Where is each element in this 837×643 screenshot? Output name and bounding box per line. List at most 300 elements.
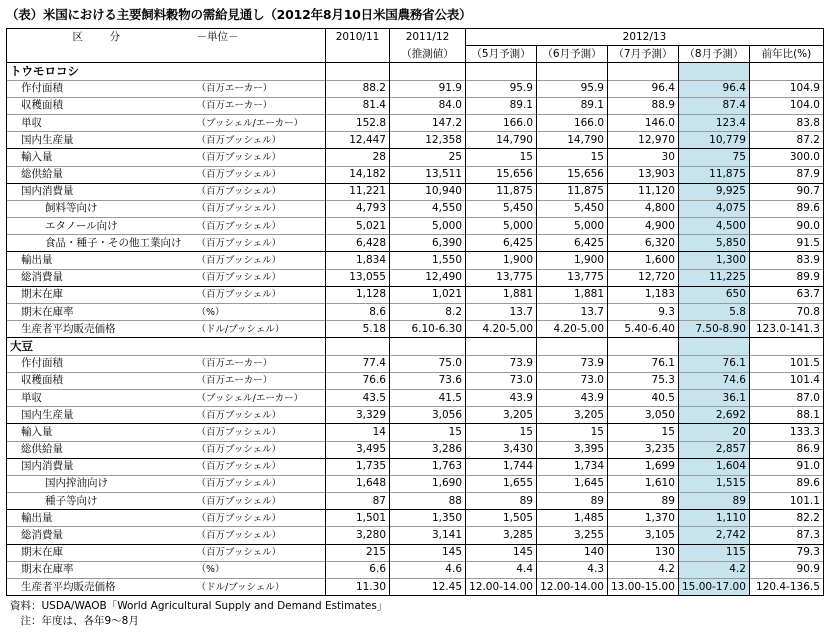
table-row xyxy=(7,527,824,544)
row-value: 76.1 xyxy=(678,355,749,372)
row-value: 11,120 xyxy=(608,183,679,200)
row-value: 3,430 xyxy=(466,441,537,458)
row-label: 輸出量 xyxy=(7,510,194,527)
row-value: 79.3 xyxy=(749,544,823,561)
row-unit: （百万ブッシェル） xyxy=(194,475,326,492)
table-row xyxy=(7,80,824,97)
row-value: 73.9 xyxy=(466,355,537,372)
row-value: 5,450 xyxy=(466,200,537,217)
row-value: 140 xyxy=(537,544,608,561)
row-value: 89.6 xyxy=(749,475,823,492)
row-value: 30 xyxy=(608,149,679,166)
row-label: 単収 xyxy=(7,389,194,406)
row-value: 3,285 xyxy=(466,527,537,544)
row-value: 5,000 xyxy=(390,218,466,235)
row-value: 1,734 xyxy=(537,458,608,475)
section-title: 大豆 xyxy=(7,338,194,355)
row-value: 91.9 xyxy=(390,80,466,97)
row-value: 4.6 xyxy=(390,561,466,578)
row-label: 総消費量 xyxy=(7,269,194,286)
row-value: 2,692 xyxy=(678,407,749,424)
table-row xyxy=(7,252,824,269)
row-value: 86.9 xyxy=(749,441,823,458)
row-value: 87.4 xyxy=(678,97,749,114)
row-value: 95.9 xyxy=(537,80,608,97)
row-value: 11,221 xyxy=(326,183,390,200)
row-label: 期末在庫率 xyxy=(7,304,194,321)
row-value: 89 xyxy=(466,493,537,510)
table-row xyxy=(7,269,824,286)
row-value: 4,800 xyxy=(608,200,679,217)
row-value: 3,141 xyxy=(390,527,466,544)
row-value: 14,790 xyxy=(466,132,537,149)
row-label: 生産者平均販売価格 xyxy=(7,321,194,338)
section-title: トウモロコシ xyxy=(7,63,194,80)
row-value: 5.40-6.40 xyxy=(608,321,679,338)
row-value: 104.9 xyxy=(749,80,823,97)
row-label: 期末在庫 xyxy=(7,544,194,561)
row-value: 82.2 xyxy=(749,510,823,527)
row-value: 2,742 xyxy=(678,527,749,544)
header-jul: （7月予測） xyxy=(608,46,679,63)
row-unit: （百万ブッシェル） xyxy=(194,407,326,424)
row-value: 3,205 xyxy=(466,407,537,424)
row-value: 4.3 xyxy=(537,561,608,578)
row-value: 88 xyxy=(390,493,466,510)
row-value: 104.0 xyxy=(749,97,823,114)
row-value: 10,779 xyxy=(678,132,749,149)
table-row xyxy=(7,235,824,252)
header-jun: （6月予測） xyxy=(537,46,608,63)
row-value: 74.6 xyxy=(678,372,749,389)
row-value: 300.0 xyxy=(749,149,823,166)
table-row xyxy=(7,97,824,114)
row-label: 国内消費量 xyxy=(7,183,194,200)
row-value: 83.8 xyxy=(749,114,823,131)
row-value: 6,425 xyxy=(537,235,608,252)
row-value: 6,428 xyxy=(326,235,390,252)
table-row xyxy=(7,304,824,321)
row-value: 146.0 xyxy=(608,114,679,131)
row-value: 11,875 xyxy=(678,166,749,183)
row-value: 13,511 xyxy=(390,166,466,183)
row-unit: （百万ブッシェル） xyxy=(194,510,326,527)
row-value: 89.1 xyxy=(537,97,608,114)
row-unit: （%） xyxy=(194,304,326,321)
row-value: 1,735 xyxy=(326,458,390,475)
row-label: 国内消費量 xyxy=(7,458,194,475)
row-value: 75.0 xyxy=(390,355,466,372)
row-value: 88.9 xyxy=(608,97,679,114)
row-value: 145 xyxy=(390,544,466,561)
row-value: 3,050 xyxy=(608,407,679,424)
row-value: 3,235 xyxy=(608,441,679,458)
row-label: 総供給量 xyxy=(7,166,194,183)
row-value: 15 xyxy=(537,424,608,441)
row-value: 4,075 xyxy=(678,200,749,217)
row-value: 76.1 xyxy=(608,355,679,372)
row-value: 1,021 xyxy=(390,286,466,303)
row-label: 期末在庫率 xyxy=(7,561,194,578)
row-value: 90.9 xyxy=(749,561,823,578)
row-value: 89 xyxy=(537,493,608,510)
header-2010: 2010/11 xyxy=(326,29,390,46)
row-unit: （百万ブッシェル） xyxy=(194,544,326,561)
row-value: 89 xyxy=(678,493,749,510)
section-row xyxy=(7,63,824,80)
table-row xyxy=(7,544,824,561)
header-may: （5月予測） xyxy=(466,46,537,63)
row-value: 87.2 xyxy=(749,132,823,149)
row-value: 3,280 xyxy=(326,527,390,544)
row-unit: （百万ブッシェル） xyxy=(194,424,326,441)
table-row xyxy=(7,114,824,131)
row-value: 166.0 xyxy=(537,114,608,131)
row-value: 8.2 xyxy=(390,304,466,321)
table-row xyxy=(7,424,824,441)
row-unit: （百万ブッシェル） xyxy=(194,200,326,217)
row-value: 120.4-136.5 xyxy=(749,579,823,596)
table-row xyxy=(7,372,824,389)
row-value: 9.3 xyxy=(608,304,679,321)
row-value: 1,763 xyxy=(390,458,466,475)
header-kubun: 区 分 xyxy=(7,29,194,46)
row-value: 14,790 xyxy=(537,132,608,149)
row-label: 輸入量 xyxy=(7,424,194,441)
row-value: 12,358 xyxy=(390,132,466,149)
row-value: 1,699 xyxy=(608,458,679,475)
row-unit: （%） xyxy=(194,561,326,578)
row-value: 12,447 xyxy=(326,132,390,149)
row-value: 12,490 xyxy=(390,269,466,286)
row-value: 89.6 xyxy=(749,200,823,217)
row-label: エタノール向け xyxy=(7,218,194,235)
table-row xyxy=(7,510,824,527)
row-value: 13,775 xyxy=(537,269,608,286)
row-label: 収穫面積 xyxy=(7,97,194,114)
row-unit: （百万ブッシェル） xyxy=(194,527,326,544)
row-value: 13,903 xyxy=(608,166,679,183)
row-unit: （百万ブッシェル） xyxy=(194,252,326,269)
row-value: 5,450 xyxy=(537,200,608,217)
row-value: 6,425 xyxy=(466,235,537,252)
row-value: 3,056 xyxy=(390,407,466,424)
table-row xyxy=(7,321,824,338)
row-value: 3,105 xyxy=(608,527,679,544)
row-value: 73.0 xyxy=(537,372,608,389)
supply-demand-table xyxy=(6,28,824,596)
row-value: 15 xyxy=(390,424,466,441)
row-value: 1,900 xyxy=(466,252,537,269)
row-value: 3,329 xyxy=(326,407,390,424)
row-unit: （ドル/ブッシェル） xyxy=(194,579,326,596)
row-label: 国内搾油向け xyxy=(7,475,194,492)
fiscal-year-note: 注：年度は、各年9～8月 xyxy=(10,615,139,627)
row-value: 1,648 xyxy=(326,475,390,492)
row-value: 4,550 xyxy=(390,200,466,217)
row-value: 75 xyxy=(678,149,749,166)
row-value: 1,645 xyxy=(537,475,608,492)
row-value: 88.1 xyxy=(749,407,823,424)
row-value: 87.0 xyxy=(749,389,823,406)
row-unit: （百万エーカー） xyxy=(194,97,326,114)
source-note: 資料：USDA/WAOB「World Agricultural Supply and Demand Estimates」 xyxy=(10,600,388,612)
row-value: 650 xyxy=(678,286,749,303)
row-value: 2,857 xyxy=(678,441,749,458)
row-value: 1,300 xyxy=(678,252,749,269)
row-value: 14,182 xyxy=(326,166,390,183)
row-value: 6,320 xyxy=(608,235,679,252)
table-row xyxy=(7,200,824,217)
header-row-2 xyxy=(7,46,824,63)
row-value: 7.50-8.90 xyxy=(678,321,749,338)
row-label: 飼料等向け xyxy=(7,200,194,217)
table-row xyxy=(7,458,824,475)
row-value: 87 xyxy=(326,493,390,510)
row-value: 3,255 xyxy=(537,527,608,544)
row-value: 87.3 xyxy=(749,527,823,544)
row-value: 3,495 xyxy=(326,441,390,458)
row-value: 77.4 xyxy=(326,355,390,372)
row-value: 43.9 xyxy=(537,389,608,406)
row-value: 15.00-17.00 xyxy=(678,579,749,596)
row-value: 101.4 xyxy=(749,372,823,389)
row-value: 4.2 xyxy=(678,561,749,578)
row-value: 13,775 xyxy=(466,269,537,286)
row-label: 国内生産量 xyxy=(7,132,194,149)
row-value: 4,500 xyxy=(678,218,749,235)
row-unit: （百万ブッシェル） xyxy=(194,269,326,286)
row-value: 1,610 xyxy=(608,475,679,492)
row-unit: （百万エーカー） xyxy=(194,355,326,372)
row-value: 6.6 xyxy=(326,561,390,578)
row-label: 輸出量 xyxy=(7,252,194,269)
row-value: 12.00-14.00 xyxy=(466,579,537,596)
row-value: 89.9 xyxy=(749,269,823,286)
row-value: 96.4 xyxy=(678,80,749,97)
row-value: 1,744 xyxy=(466,458,537,475)
row-value: 145 xyxy=(466,544,537,561)
row-unit: （百万ブッシェル） xyxy=(194,458,326,475)
row-value: 4,793 xyxy=(326,200,390,217)
row-value: 101.5 xyxy=(749,355,823,372)
row-value: 88.2 xyxy=(326,80,390,97)
header-2011: 2011/12 xyxy=(390,29,466,46)
row-value: 90.7 xyxy=(749,183,823,200)
row-value: 81.4 xyxy=(326,97,390,114)
row-unit: （百万ブッシェル） xyxy=(194,166,326,183)
header-yoy: 前年比(%) xyxy=(749,46,823,63)
row-value: 84.0 xyxy=(390,97,466,114)
row-value: 1,370 xyxy=(608,510,679,527)
row-value: 40.5 xyxy=(608,389,679,406)
row-value: 73.9 xyxy=(537,355,608,372)
row-unit: （百万ブッシェル） xyxy=(194,235,326,252)
row-value: 4.4 xyxy=(466,561,537,578)
row-value: 1,881 xyxy=(466,286,537,303)
row-label: 総供給量 xyxy=(7,441,194,458)
row-value: 5,850 xyxy=(678,235,749,252)
row-unit: （百万ブッシェル） xyxy=(194,218,326,235)
row-label: 期末在庫 xyxy=(7,286,194,303)
row-value: 5.18 xyxy=(326,321,390,338)
row-value: 1,515 xyxy=(678,475,749,492)
header-unit: －単位－ xyxy=(194,29,326,46)
table-title: （表）米国における主要飼料穀物の需給見通し（2012年8月10日米国農務省公表） xyxy=(6,7,472,22)
header-aug: （8月予測） xyxy=(678,46,749,63)
table-row xyxy=(7,561,824,578)
row-value: 11,225 xyxy=(678,269,749,286)
row-value: 115 xyxy=(678,544,749,561)
row-value: 123.4 xyxy=(678,114,749,131)
row-label: 生産者平均販売価格 xyxy=(7,579,194,596)
row-value: 3,286 xyxy=(390,441,466,458)
row-value: 133.3 xyxy=(749,424,823,441)
row-value: 41.5 xyxy=(390,389,466,406)
row-unit: （ブッシェル/エーカー） xyxy=(194,114,326,131)
row-value: 4.20-5.00 xyxy=(466,321,537,338)
row-value: 147.2 xyxy=(390,114,466,131)
row-label: 総消費量 xyxy=(7,527,194,544)
row-label: 種子等向け xyxy=(7,493,194,510)
row-unit: （百万ブッシェル） xyxy=(194,149,326,166)
row-value: 15 xyxy=(466,149,537,166)
row-label: 食品・種子・その他工業向け xyxy=(7,235,194,252)
table-row xyxy=(7,149,824,166)
row-value: 91.0 xyxy=(749,458,823,475)
row-value: 215 xyxy=(326,544,390,561)
row-unit: （百万ブッシェル） xyxy=(194,183,326,200)
row-value: 13.7 xyxy=(537,304,608,321)
row-value: 83.9 xyxy=(749,252,823,269)
row-value: 96.4 xyxy=(608,80,679,97)
row-value: 1,350 xyxy=(390,510,466,527)
row-value: 8.6 xyxy=(326,304,390,321)
row-value: 73.6 xyxy=(390,372,466,389)
row-value: 166.0 xyxy=(466,114,537,131)
row-value: 1,604 xyxy=(678,458,749,475)
row-value: 87.9 xyxy=(749,166,823,183)
row-label: 作付面積 xyxy=(7,355,194,372)
row-value: 12.00-14.00 xyxy=(537,579,608,596)
row-value: 15 xyxy=(466,424,537,441)
header-2012: 2012/13 xyxy=(466,29,824,46)
row-value: 28 xyxy=(326,149,390,166)
row-value: 1,550 xyxy=(390,252,466,269)
row-value: 89 xyxy=(608,493,679,510)
row-value: 91.5 xyxy=(749,235,823,252)
row-unit: （百万ブッシェル） xyxy=(194,286,326,303)
row-value: 43.5 xyxy=(326,389,390,406)
row-value: 130 xyxy=(608,544,679,561)
table-row xyxy=(7,493,824,510)
row-value: 15,656 xyxy=(466,166,537,183)
row-value: 1,128 xyxy=(326,286,390,303)
table-row xyxy=(7,407,824,424)
row-value: 5,000 xyxy=(537,218,608,235)
row-value: 90.0 xyxy=(749,218,823,235)
table-row xyxy=(7,475,824,492)
row-value: 15,656 xyxy=(537,166,608,183)
row-value: 4,900 xyxy=(608,218,679,235)
row-value: 11,875 xyxy=(466,183,537,200)
row-value: 43.9 xyxy=(466,389,537,406)
row-unit: （百万ブッシェル） xyxy=(194,493,326,510)
table-row xyxy=(7,286,824,303)
row-value: 25 xyxy=(390,149,466,166)
row-unit: （百万ブッシェル） xyxy=(194,132,326,149)
row-value: 11,875 xyxy=(537,183,608,200)
row-value: 152.8 xyxy=(326,114,390,131)
row-label: 作付面積 xyxy=(7,80,194,97)
row-unit: （ドル/ブッシェル） xyxy=(194,321,326,338)
row-unit: （百万ブッシェル） xyxy=(194,441,326,458)
row-label: 輸入量 xyxy=(7,149,194,166)
row-value: 13.7 xyxy=(466,304,537,321)
row-value: 15 xyxy=(608,424,679,441)
row-value: 6,390 xyxy=(390,235,466,252)
row-value: 75.3 xyxy=(608,372,679,389)
row-value: 13.00-15.00 xyxy=(608,579,679,596)
row-value: 63.7 xyxy=(749,286,823,303)
row-value: 123.0-141.3 xyxy=(749,321,823,338)
header-row-1 xyxy=(7,29,824,46)
table-row xyxy=(7,218,824,235)
row-value: 1,501 xyxy=(326,510,390,527)
row-value: 12,720 xyxy=(608,269,679,286)
row-value: 12.45 xyxy=(390,579,466,596)
row-value: 1,183 xyxy=(608,286,679,303)
row-unit: （百万エーカー） xyxy=(194,372,326,389)
row-value: 1,600 xyxy=(608,252,679,269)
row-value: 5.8 xyxy=(678,304,749,321)
row-value: 73.0 xyxy=(466,372,537,389)
row-value: 4.2 xyxy=(608,561,679,578)
table-row xyxy=(7,183,824,200)
row-value: 6.10-6.30 xyxy=(390,321,466,338)
row-value: 15 xyxy=(537,149,608,166)
row-value: 70.8 xyxy=(749,304,823,321)
row-value: 76.6 xyxy=(326,372,390,389)
table-row xyxy=(7,579,824,596)
row-value: 5,021 xyxy=(326,218,390,235)
row-value: 1,110 xyxy=(678,510,749,527)
row-value: 89.1 xyxy=(466,97,537,114)
row-value: 1,900 xyxy=(537,252,608,269)
row-unit: （ブッシェル/エーカー） xyxy=(194,389,326,406)
row-value: 13,055 xyxy=(326,269,390,286)
row-value: 4.20-5.00 xyxy=(537,321,608,338)
header-2011-estimate: （推測値） xyxy=(390,46,466,63)
row-value: 5,000 xyxy=(466,218,537,235)
row-value: 20 xyxy=(678,424,749,441)
table-row xyxy=(7,441,824,458)
row-value: 9,925 xyxy=(678,183,749,200)
row-value: 3,205 xyxy=(537,407,608,424)
row-value: 1,690 xyxy=(390,475,466,492)
row-value: 95.9 xyxy=(466,80,537,97)
row-label: 国内生産量 xyxy=(7,407,194,424)
row-value: 1,834 xyxy=(326,252,390,269)
row-value: 1,881 xyxy=(537,286,608,303)
row-value: 101.1 xyxy=(749,493,823,510)
table-row xyxy=(7,166,824,183)
row-unit: （百万エーカー） xyxy=(194,80,326,97)
row-label: 収穫面積 xyxy=(7,372,194,389)
row-value: 11.30 xyxy=(326,579,390,596)
table-row xyxy=(7,132,824,149)
row-value: 10,940 xyxy=(390,183,466,200)
